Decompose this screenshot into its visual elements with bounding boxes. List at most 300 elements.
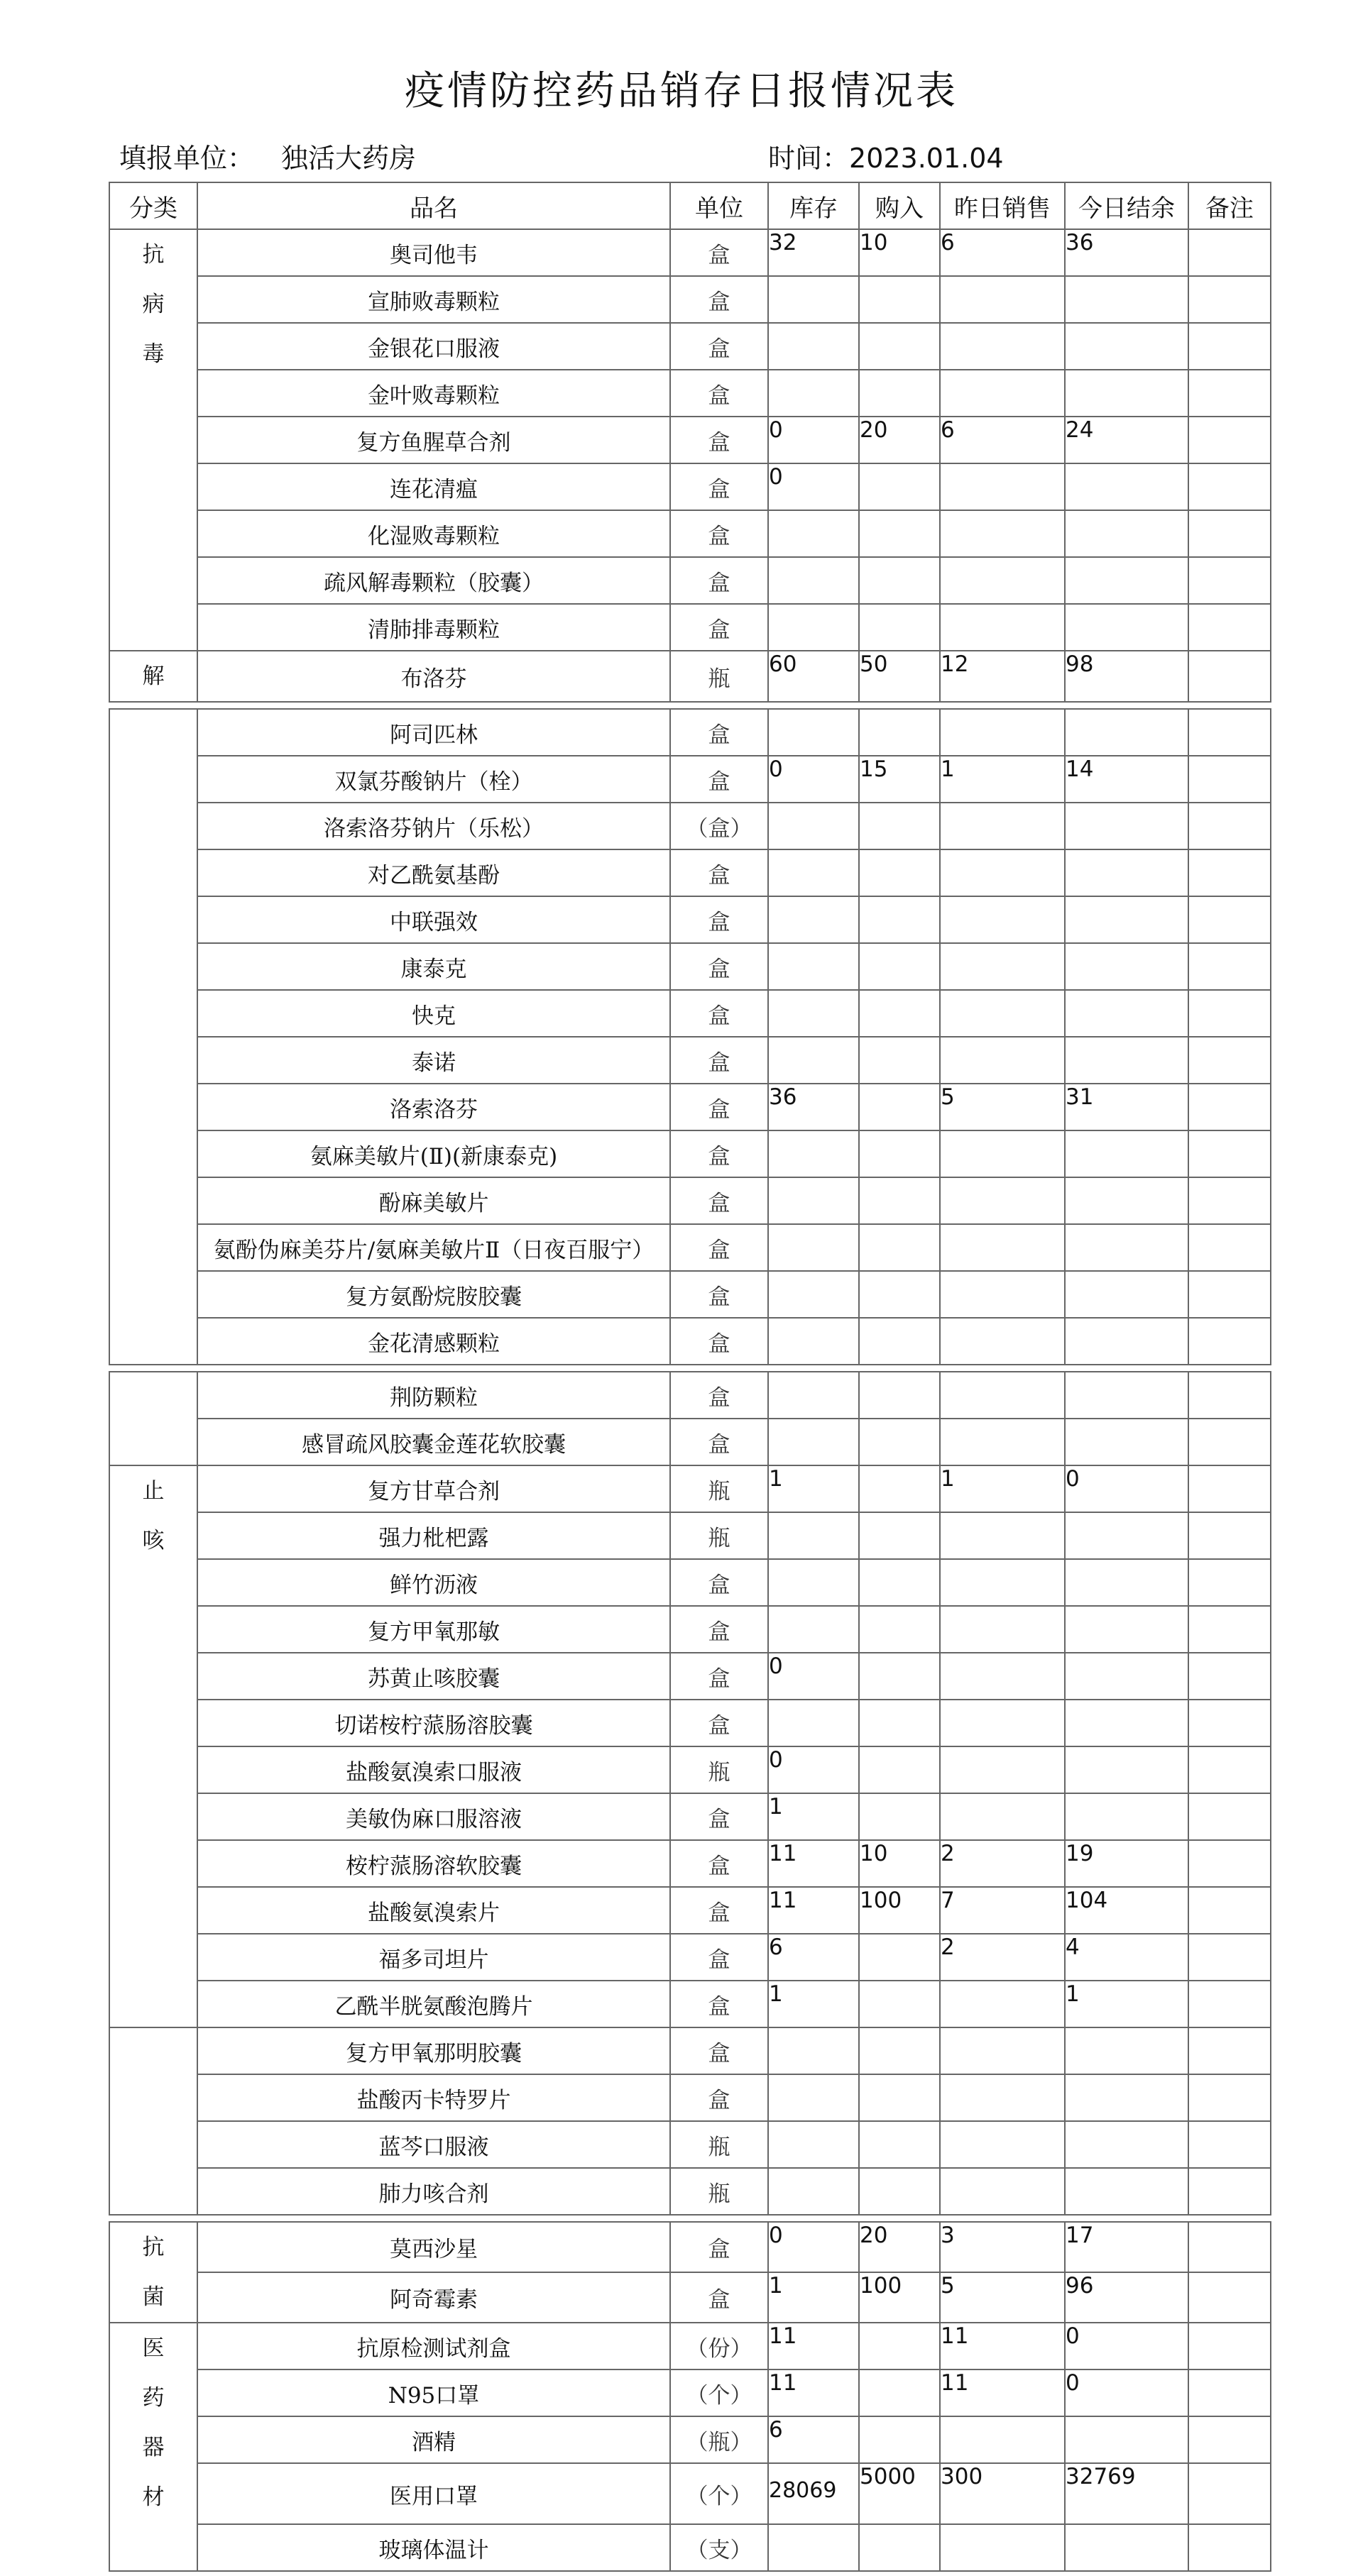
section-gap-cell	[109, 702, 1271, 709]
note-cell	[1188, 1224, 1271, 1271]
table-row	[109, 463, 1271, 510]
note-cell	[1188, 370, 1271, 417]
table-row	[109, 1653, 1271, 1700]
item-name: 快克	[197, 990, 670, 1037]
sold-yesterday-cell: 12	[940, 651, 1065, 702]
column-header: 分类	[109, 182, 197, 229]
purchase-cell	[859, 2416, 940, 2463]
balance-today-cell	[1065, 1419, 1188, 1465]
stock-cell	[768, 323, 859, 370]
item-unit: 盒	[670, 370, 768, 417]
purchase-cell	[859, 604, 940, 651]
item-name: 对乙酰氨基酚	[197, 849, 670, 896]
note-cell	[1188, 1177, 1271, 1224]
sold-yesterday-cell	[940, 1130, 1065, 1177]
note-cell	[1188, 1512, 1271, 1559]
category-cell	[109, 709, 197, 1365]
purchase-cell: 20	[859, 417, 940, 463]
stock-cell	[768, 2168, 859, 2215]
purchase-cell	[859, 2074, 940, 2121]
item-name: 复方氨酚烷胺胶囊	[197, 1271, 670, 1318]
item-name: 复方甲氧那明胶囊	[197, 2027, 670, 2074]
note-cell	[1188, 229, 1271, 276]
item-name: 阿司匹林	[197, 709, 670, 756]
item-unit: 瓶	[670, 2168, 768, 2215]
stock-cell: 11	[768, 2369, 859, 2416]
item-unit: 盒	[670, 2074, 768, 2121]
item-unit: 盒	[670, 1981, 768, 2027]
stock-cell	[768, 2524, 859, 2571]
note-cell	[1188, 2524, 1271, 2571]
sold-yesterday-cell	[940, 2416, 1065, 2463]
balance-today-cell: 0	[1065, 1465, 1188, 1512]
item-unit: 盒	[670, 849, 768, 896]
sold-yesterday-cell	[940, 1793, 1065, 1840]
stock-cell	[768, 1559, 859, 1606]
balance-today-cell: 17	[1065, 2222, 1188, 2272]
item-unit: 盒	[670, 1793, 768, 1840]
stock-cell	[768, 604, 859, 651]
sold-yesterday-cell	[940, 323, 1065, 370]
purchase-cell	[859, 943, 940, 990]
table-row	[109, 2121, 1271, 2168]
purchase-cell	[859, 1653, 940, 1700]
stock-cell: 1	[768, 2272, 859, 2323]
purchase-cell	[859, 2369, 940, 2416]
sold-yesterday-cell	[940, 1224, 1065, 1271]
table-row	[109, 1318, 1271, 1365]
table-row	[109, 2168, 1271, 2215]
table-row	[109, 709, 1271, 756]
sold-yesterday-cell	[940, 803, 1065, 849]
item-unit: 盒	[670, 276, 768, 323]
item-name: 氨酚伪麻美芬片/氨麻美敏片Ⅱ（日夜百服宁）	[197, 1224, 670, 1271]
balance-today-cell	[1065, 1372, 1188, 1419]
stock-cell: 1	[768, 1793, 859, 1840]
category-cell	[109, 651, 197, 702]
note-cell	[1188, 651, 1271, 702]
note-cell	[1188, 943, 1271, 990]
stock-cell: 36	[768, 1084, 859, 1130]
balance-today-cell	[1065, 557, 1188, 604]
balance-today-cell	[1065, 990, 1188, 1037]
sold-yesterday-cell	[940, 510, 1065, 557]
purchase-cell	[859, 2323, 940, 2369]
stock-cell: 0	[768, 2222, 859, 2272]
note-cell	[1188, 2369, 1271, 2416]
sold-yesterday-cell	[940, 1981, 1065, 2027]
table-row	[109, 1465, 1271, 1512]
table-row	[109, 2463, 1271, 2524]
purchase-cell	[859, 1177, 940, 1224]
category-cell	[109, 1465, 197, 2027]
purchase-cell	[859, 1512, 940, 1559]
table-row	[109, 323, 1271, 370]
item-unit: 盒	[670, 1419, 768, 1465]
purchase-cell: 100	[859, 1887, 940, 1934]
note-cell	[1188, 2272, 1271, 2323]
note-cell	[1188, 756, 1271, 803]
stock-cell	[768, 803, 859, 849]
sold-yesterday-cell	[940, 2074, 1065, 2121]
note-cell	[1188, 849, 1271, 896]
stock-cell	[768, 943, 859, 990]
note-cell	[1188, 463, 1271, 510]
purchase-cell	[859, 803, 940, 849]
note-cell	[1188, 803, 1271, 849]
stock-cell: 11	[768, 2323, 859, 2369]
section-gap-cell	[109, 2215, 1271, 2222]
item-name: 莫西沙星	[197, 2222, 670, 2272]
category-char: 解	[142, 664, 165, 689]
note-cell	[1188, 1653, 1271, 1700]
sold-yesterday-cell: 2	[940, 1934, 1065, 1981]
table-row	[109, 2027, 1271, 2074]
note-cell	[1188, 709, 1271, 756]
table-row	[109, 651, 1271, 702]
balance-today-cell: 0	[1065, 2369, 1188, 2416]
item-name: 奥司他韦	[197, 229, 670, 276]
item-unit: 盒	[670, 1084, 768, 1130]
sold-yesterday-cell: 1	[940, 756, 1065, 803]
table-row	[109, 849, 1271, 896]
sold-yesterday-cell: 5	[940, 1084, 1065, 1130]
table-row	[109, 2074, 1271, 2121]
category-char: 抗	[142, 2235, 165, 2260]
balance-today-cell	[1065, 1746, 1188, 1793]
table-row	[109, 1559, 1271, 1606]
section-gap	[109, 702, 1271, 709]
category-cell	[109, 2323, 197, 2571]
item-unit: （盒）	[670, 803, 768, 849]
note-cell	[1188, 1840, 1271, 1887]
item-unit: 盒	[670, 1130, 768, 1177]
balance-today-cell	[1065, 604, 1188, 651]
category-cell	[109, 2027, 197, 2215]
item-unit: 盒	[670, 2222, 768, 2272]
stock-cell	[768, 1512, 859, 1559]
item-name: 清肺排毒颗粒	[197, 604, 670, 651]
stock-cell: 11	[768, 1887, 859, 1934]
sold-yesterday-cell: 6	[940, 229, 1065, 276]
stock-cell: 1	[768, 1981, 859, 2027]
sold-yesterday-cell	[940, 849, 1065, 896]
note-cell	[1188, 2323, 1271, 2369]
table-row	[109, 2323, 1271, 2369]
note-cell	[1188, 896, 1271, 943]
balance-today-cell	[1065, 276, 1188, 323]
balance-today-cell: 19	[1065, 1840, 1188, 1887]
balance-today-cell: 4	[1065, 1934, 1188, 1981]
note-cell	[1188, 1419, 1271, 1465]
sold-yesterday-cell	[940, 463, 1065, 510]
sold-yesterday-cell	[940, 2027, 1065, 2074]
item-unit: 盒	[670, 756, 768, 803]
item-unit: 瓶	[670, 1746, 768, 1793]
table-row	[109, 557, 1271, 604]
purchase-cell: 50	[859, 651, 940, 702]
table-row	[109, 1700, 1271, 1746]
page-title: 疫情防控药品销存日报情况表	[405, 68, 958, 114]
item-name: 酒精	[197, 2416, 670, 2463]
item-unit: 盒	[670, 229, 768, 276]
stock-cell	[768, 1177, 859, 1224]
note-cell	[1188, 323, 1271, 370]
item-name: 切诺桉柠蒎肠溶胶囊	[197, 1700, 670, 1746]
table-row	[109, 1840, 1271, 1887]
balance-today-cell	[1065, 1512, 1188, 1559]
item-unit: （个）	[670, 2463, 768, 2524]
balance-today-cell: 104	[1065, 1887, 1188, 1934]
table-row	[109, 1746, 1271, 1793]
category-char: 器	[142, 2435, 165, 2460]
category-char: 菌	[142, 2284, 165, 2310]
purchase-cell	[859, 2524, 940, 2571]
stock-cell	[768, 1037, 859, 1084]
balance-today-cell	[1065, 943, 1188, 990]
column-header: 单位	[670, 182, 768, 229]
unit-value: 独活大药房	[281, 143, 417, 174]
report-table	[109, 182, 1271, 2572]
stock-cell	[768, 849, 859, 896]
balance-today-cell	[1065, 896, 1188, 943]
item-name: 强力枇杷露	[197, 1512, 670, 1559]
purchase-cell: 10	[859, 229, 940, 276]
item-unit: 盒	[670, 1700, 768, 1746]
note-cell	[1188, 2463, 1271, 2524]
stock-cell	[768, 1700, 859, 1746]
table-row	[109, 803, 1271, 849]
stock-cell	[768, 1130, 859, 1177]
section-gap	[109, 2215, 1271, 2222]
purchase-cell	[859, 1465, 940, 1512]
stock-cell	[768, 1372, 859, 1419]
table-row	[109, 604, 1271, 651]
sold-yesterday-cell	[940, 2121, 1065, 2168]
purchase-cell	[859, 557, 940, 604]
unit-label: 填报单位：	[119, 143, 255, 174]
stock-cell	[768, 276, 859, 323]
balance-today-cell: 32769	[1065, 2463, 1188, 2524]
note-cell	[1188, 1559, 1271, 1606]
item-unit: 盒	[670, 1606, 768, 1653]
purchase-cell	[859, 2121, 940, 2168]
purchase-cell	[859, 323, 940, 370]
sold-yesterday-cell	[940, 896, 1065, 943]
item-unit: 盒	[670, 2272, 768, 2323]
stock-cell: 6	[768, 1934, 859, 1981]
sold-yesterday-cell: 300	[940, 2463, 1065, 2524]
purchase-cell	[859, 370, 940, 417]
item-name: 感冒疏风胶囊金莲花软胶囊	[197, 1419, 670, 1465]
note-cell	[1188, 604, 1271, 651]
purchase-cell	[859, 849, 940, 896]
category-cell	[109, 1372, 197, 1465]
stock-cell	[768, 1318, 859, 1365]
table-row	[109, 1372, 1271, 1419]
sold-yesterday-cell	[940, 1419, 1065, 1465]
sold-yesterday-cell: 5	[940, 2272, 1065, 2323]
balance-today-cell	[1065, 2074, 1188, 2121]
stock-cell	[768, 1271, 859, 1318]
item-name: 医用口罩	[197, 2463, 670, 2524]
purchase-cell: 100	[859, 2272, 940, 2323]
item-unit: 盒	[670, 1372, 768, 1419]
table-row	[109, 943, 1271, 990]
balance-today-cell	[1065, 1559, 1188, 1606]
note-cell	[1188, 2074, 1271, 2121]
table-row	[109, 1130, 1271, 1177]
item-unit: 盒	[670, 463, 768, 510]
balance-today-cell: 96	[1065, 2272, 1188, 2323]
table-row	[109, 1981, 1271, 2027]
stock-cell: 1	[768, 1465, 859, 1512]
purchase-cell	[859, 1981, 940, 2027]
balance-today-cell: 24	[1065, 417, 1188, 463]
item-name: 复方甲氧那敏	[197, 1606, 670, 1653]
item-unit: （份）	[670, 2323, 768, 2369]
balance-today-cell: 31	[1065, 1084, 1188, 1130]
item-name: 宣肺败毒颗粒	[197, 276, 670, 323]
stock-cell	[768, 1224, 859, 1271]
item-name: 连花清瘟	[197, 463, 670, 510]
table-row	[109, 1887, 1271, 1934]
item-unit: 盒	[670, 1840, 768, 1887]
item-unit: 盒	[670, 1318, 768, 1365]
item-name: 美敏伪麻口服溶液	[197, 1793, 670, 1840]
column-header: 今日结余	[1065, 182, 1188, 229]
column-header: 库存	[768, 182, 859, 229]
stock-cell: 11	[768, 1840, 859, 1887]
item-unit: （个）	[670, 2369, 768, 2416]
purchase-cell	[859, 1606, 940, 1653]
sold-yesterday-cell	[940, 557, 1065, 604]
time-label: 时间：	[768, 143, 850, 174]
purchase-cell: 10	[859, 1840, 940, 1887]
purchase-cell	[859, 510, 940, 557]
note-cell	[1188, 990, 1271, 1037]
item-name: 荆防颗粒	[197, 1372, 670, 1419]
purchase-cell	[859, 1746, 940, 1793]
table-row	[109, 896, 1271, 943]
purchase-cell	[859, 1559, 940, 1606]
note-cell	[1188, 2027, 1271, 2074]
purchase-cell	[859, 709, 940, 756]
sold-yesterday-cell	[940, 1372, 1065, 1419]
category-char: 咳	[142, 1528, 165, 1553]
item-unit: 盒	[670, 323, 768, 370]
item-name: 桉柠蒎肠溶软胶囊	[197, 1840, 670, 1887]
balance-today-cell	[1065, 1606, 1188, 1653]
table-row	[109, 1037, 1271, 1084]
category-char: 病	[142, 292, 165, 317]
balance-today-cell	[1065, 510, 1188, 557]
balance-today-cell	[1065, 2027, 1188, 2074]
table-row	[109, 1793, 1271, 1840]
category-cell	[109, 229, 197, 651]
stock-cell: 60	[768, 651, 859, 702]
note-cell	[1188, 2222, 1271, 2272]
note-cell	[1188, 1887, 1271, 1934]
sold-yesterday-cell	[940, 2524, 1065, 2571]
item-name: 盐酸氨溴索片	[197, 1887, 670, 1934]
item-unit: 盒	[670, 1037, 768, 1084]
sold-yesterday-cell: 6	[940, 417, 1065, 463]
sold-yesterday-cell: 11	[940, 2369, 1065, 2416]
table-row	[109, 417, 1271, 463]
sold-yesterday-cell	[940, 1512, 1065, 1559]
purchase-cell: 20	[859, 2222, 940, 2272]
stock-cell	[768, 370, 859, 417]
sold-yesterday-cell	[940, 1271, 1065, 1318]
item-unit: 盒	[670, 510, 768, 557]
note-cell	[1188, 1465, 1271, 1512]
stock-cell: 0	[768, 463, 859, 510]
note-cell	[1188, 417, 1271, 463]
purchase-cell: 15	[859, 756, 940, 803]
column-header: 昨日销售	[940, 182, 1065, 229]
item-name: 盐酸氨溴索口服液	[197, 1746, 670, 1793]
item-name: 金叶败毒颗粒	[197, 370, 670, 417]
sold-yesterday-cell	[940, 604, 1065, 651]
balance-today-cell: 36	[1065, 229, 1188, 276]
item-name: 鲜竹沥液	[197, 1559, 670, 1606]
stock-cell: 0	[768, 417, 859, 463]
item-unit: 瓶	[670, 1465, 768, 1512]
stock-cell	[768, 896, 859, 943]
stock-cell: 0	[768, 756, 859, 803]
column-header: 品名	[197, 182, 670, 229]
purchase-cell	[859, 276, 940, 323]
table-row	[109, 2524, 1271, 2571]
balance-today-cell	[1065, 370, 1188, 417]
table-row	[109, 2272, 1271, 2323]
sold-yesterday-cell: 1	[940, 1465, 1065, 1512]
sold-yesterday-cell	[940, 1606, 1065, 1653]
item-unit: 盒	[670, 557, 768, 604]
balance-today-cell	[1065, 803, 1188, 849]
sold-yesterday-cell	[940, 990, 1065, 1037]
category-char: 材	[142, 2484, 165, 2510]
note-cell	[1188, 1318, 1271, 1365]
section-gap	[109, 1365, 1271, 1372]
item-name: N95口罩	[197, 2369, 670, 2416]
balance-today-cell: 98	[1065, 651, 1188, 702]
item-unit: 盒	[670, 709, 768, 756]
sold-yesterday-cell	[940, 276, 1065, 323]
purchase-cell	[859, 1224, 940, 1271]
sold-yesterday-cell	[940, 1318, 1065, 1365]
sold-yesterday-cell	[940, 1037, 1065, 1084]
item-unit: 瓶	[670, 2121, 768, 2168]
sold-yesterday-cell	[940, 1746, 1065, 1793]
sold-yesterday-cell	[940, 1559, 1065, 1606]
stock-cell	[768, 1606, 859, 1653]
item-name: 乙酰半胱氨酸泡腾片	[197, 1981, 670, 2027]
purchase-cell	[859, 1271, 940, 1318]
category-cell	[109, 2222, 197, 2323]
purchase-cell	[859, 1318, 940, 1365]
balance-today-cell	[1065, 849, 1188, 896]
table-row	[109, 1177, 1271, 1224]
stock-cell	[768, 557, 859, 604]
stock-cell: 0	[768, 1653, 859, 1700]
item-name: 抗原检测试剂盒	[197, 2323, 670, 2369]
note-cell	[1188, 2168, 1271, 2215]
item-name: 疏风解毒颗粒（胶囊）	[197, 557, 670, 604]
item-name: 泰诺	[197, 1037, 670, 1084]
table-body	[109, 229, 1271, 2571]
